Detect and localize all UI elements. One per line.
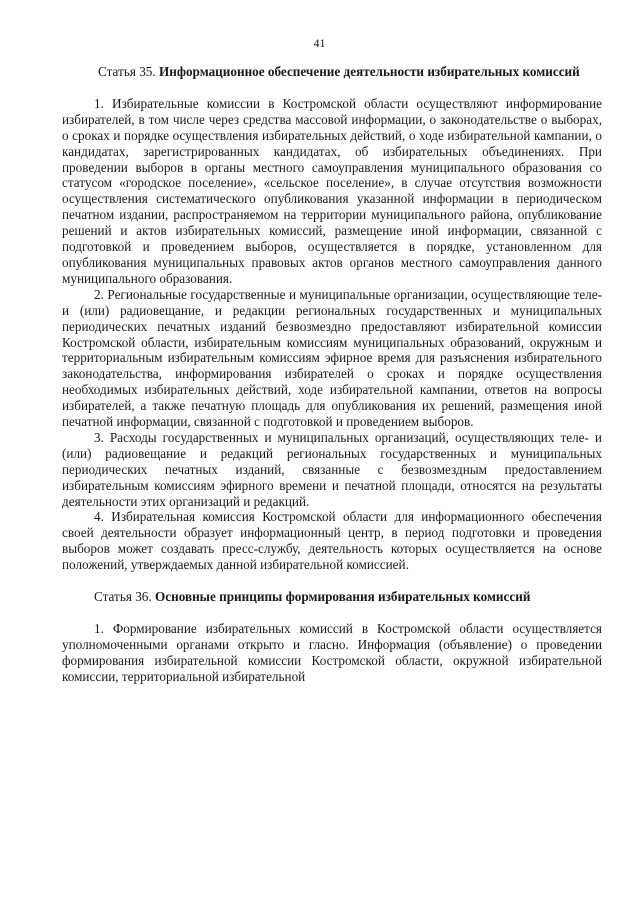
article-35-paragraph-2: 2. Региональные государственные и муниципальные организации, осуществляющие теле- и (или) радиовещание, и редакции региональных государственных и муниципальных периодических печатных изданий безвозмездно предоставляют избирательной комиссии Костромской области, избирательным комиссиям муниципальных образований, окружным и территориальным избирательным комиссиям эфирное время для разъяснения избирательного законодательства, информирования избирателей о сроках и порядке осуществления необходимых избирательных действий, ходе избирательной кампании, ответов на вопросы избирателей, а также печатную площадь для опубликования их решений, размещения иной печатной информации, связанной с подготовкой и проведением выборов. bbox=[62, 286, 602, 430]
article-35-prefix: Статья 35. bbox=[98, 64, 156, 79]
article-35-title: Информационное обеспечение деятельности избирательных комиссий bbox=[158, 64, 580, 79]
article-36-paragraph-1: 1. Формирование избирательных комиссий в Костромской области осуществляется уполномоченными органами открыто и гласно. Информация (объявление) о проведении формирования избирательной комиссии Костромской области, окружной избирательной комиссии, территориальной избирательной bbox=[62, 621, 602, 684]
document-body bbox=[62, 64, 602, 685]
article-35-heading bbox=[62, 64, 602, 80]
article-36-prefix: Статья 36. bbox=[94, 589, 152, 605]
page-number: 41 bbox=[313, 36, 326, 50]
article-35-paragraph-1: 1. Избирательные комиссии в Костромской области осуществляют информирование избирателей, в том числе через средства массовой информации, о законодательстве о выборах, о сроках и порядке осуществления избирательных действий, о ходе избирательной кампании, о кандидатах, зарегистрированных кандидатах, об избирательных объединениях. При проведении выборов в органы местного самоуправления муниципального образования со статусом «городское поселение», «сельское поселение», в случае отсутствия возможности осуществления систематического опубликования указанной информации в периодическом печатном издании, распространяемом на территории муниципального района, опубликование решений и актов избирательных комиссий, размещение иной информации, связанной с подготовкой и проведением выборов, осуществляется в порядке, установленном для опубликования муниципальных правовых актов органов местного самоуправления данного муниципального образования. bbox=[62, 95, 602, 286]
article-35-paragraph-4: 4. Избирательная комиссия Костромской области для информационного обеспечения своей деятельности образует информационный центр, в период подготовки и проведения выборов может создавать пресс-службу, деятельность которых осуществляется на основе положений, утверждаемых данной избирательной комиссией. bbox=[62, 509, 602, 573]
article-36-title: Основные принципы формирования избирательных комиссий bbox=[154, 589, 531, 605]
article-35-paragraph-3: 3. Расходы государственных и муниципальных организаций, осуществляющих теле- и (или) радиовещание и редакций региональных государственных и муниципальных периодических печатных изданий, связанные с безвозмездным предоставлением избирательным комиссиям эфирного времени и печатной площади, относятся на результаты деятельности этих организаций и редакций. bbox=[62, 429, 602, 509]
article-36-heading bbox=[62, 589, 602, 605]
